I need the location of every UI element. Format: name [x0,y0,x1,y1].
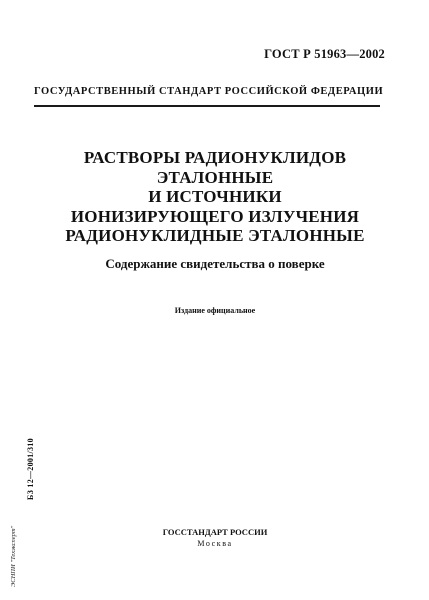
edition-note: Издание официальное [174,306,256,315]
document-title [30,148,400,246]
document-subtitle: Содержание свидетельства о поверке [105,256,325,271]
title-line: РАДИОНУКЛИДНЫЕ ЭТАЛОННЫЕ [65,226,365,245]
title-line: ЭТАЛОННЫЕ [156,167,274,187]
document-number: ГОСТ Р 51963—2002 [264,47,385,61]
title-line: И ИСТОЧНИКИ [148,187,282,206]
side-publisher-mark: ЭСНПИ "Техэксперт" [10,525,17,587]
publisher-city: Москва [197,539,233,548]
header-divider [34,105,380,107]
standard-header: ГОСУДАРСТВЕННЫЙ СТАНДАРТ РОССИЙСКОЙ ФЕДЕРАЦИИ [34,86,384,97]
side-registration-code: БЗ 12—2001/310 [26,438,35,500]
title-line: РАСТВОРЫ РАДИОНУКЛИДОВ [83,148,347,167]
publisher-name: ГОССТАНДАРТ РОССИИ [162,527,268,537]
title-line: ИОНИЗИРУЮЩЕГО ИЗЛУЧЕНИЯ [70,206,360,226]
